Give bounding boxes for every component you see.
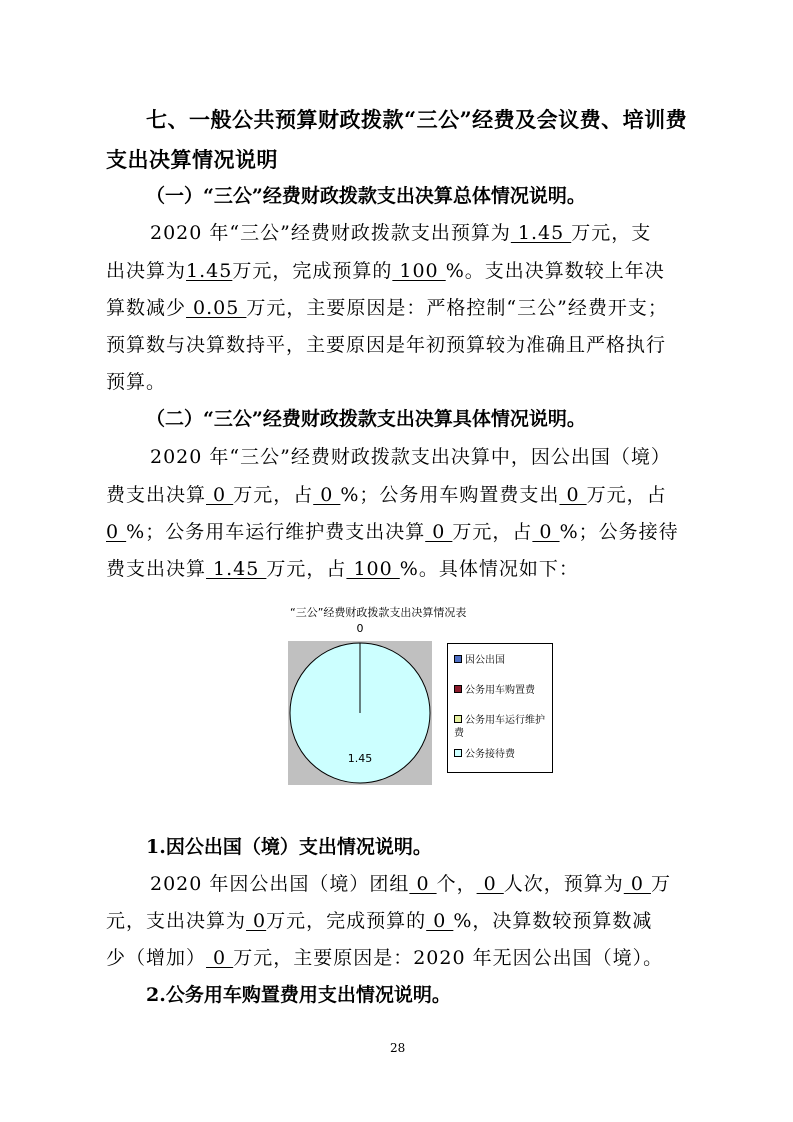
item-1-title: 1.因公出国（境）支出情况说明。 (146, 836, 432, 858)
paragraph-line: 费支出决算 1.45 万元，占 100 %。具体情况如下： (106, 558, 579, 580)
paragraph-line: 0 %；公务用车运行维护费支出决算 0 万元，占 0 %；公务接待 (106, 521, 679, 543)
paragraph-line: 出决算为1.45万元，完成预算的 100 %。支出决算数较上年决 (106, 260, 665, 282)
page-number: 28 (390, 1041, 406, 1055)
legend-swatch (454, 749, 462, 757)
legend-swatch (454, 685, 462, 693)
paragraph-line: 少（增加） 0 万元，主要原因是：2020 年无因公出国（境）。 (106, 947, 664, 969)
paragraph-line: 预算。 (106, 371, 167, 393)
data-label-main: 1.45 (347, 752, 373, 765)
paragraph-line: 费支出决算 0 万元，占 0 %；公务用车购置费支出 0 万元，占 (106, 484, 667, 506)
paragraph-line: 2020 年“三公”经费财政拨款支出决算中，因公出国（境） (150, 446, 671, 468)
pie-chart (288, 620, 438, 785)
legend-item: 因公出国 (454, 654, 550, 667)
subsection-1-title: （一）“三公”经费财政拨款支出决算总体情况说明。 (146, 185, 586, 207)
paragraph-line: 预算数与决算数持平，主要原因是年初预算较为准确且严格执行 (106, 334, 667, 356)
section-title-line2: 支出决算情况说明 (106, 147, 278, 172)
subsection-2-title: （二）“三公”经费财政拨款支出决算具体情况说明。 (146, 408, 586, 430)
section-title-line1: 七、一般公共预算财政拨款“三公”经费及会议费、培训费 (146, 107, 688, 132)
paragraph-line: 2020 年因公出国（境）团组 0 个， 0 人次，预算为 0 万 (150, 873, 671, 895)
data-label-zero: 0 (356, 622, 364, 635)
legend-item: 公务接待费 (454, 748, 550, 761)
legend-item: 公务用车运行维护费 (454, 715, 545, 739)
item-2-title: 2.公务用车购置费用支出情况说明。 (146, 984, 451, 1006)
legend-swatch (454, 715, 462, 723)
legend-item: 公务用车购置费 (454, 684, 550, 697)
legend-swatch (454, 655, 462, 663)
chart-legend (447, 643, 553, 773)
paragraph-line: 2020 年“三公”经费财政拨款支出预算为 1.45 万元，支 (150, 222, 652, 244)
chart-title: “三公”经费财政拨款支出决算情况表 (290, 606, 467, 619)
paragraph-line: 算数减少 0.05 万元，主要原因是：严格控制“三公”经费开支； (106, 297, 668, 319)
paragraph-line: 元，支出决算为 0万元，完成预算的 0 %，决算数较预算数减 (106, 910, 653, 932)
